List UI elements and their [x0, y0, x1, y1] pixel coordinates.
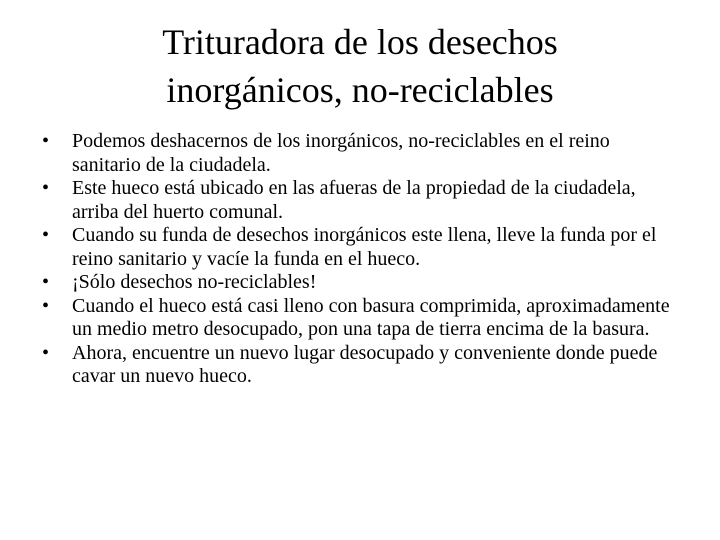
bullet-item-6: [42, 342, 682, 389]
bullet-item-5: [42, 295, 682, 342]
bullet-icon: •: [42, 294, 50, 317]
bullet-icon: •: [42, 130, 50, 152]
bullet-text: Cuando su funda de desechos inorgánicos este llena, lleve la funda por el reino sanitario y vacíe la funda en el hueco.: [72, 224, 657, 270]
bullet-text: Podemos deshacernos de los inorgánicos, no-reciclables en el reino sanitario de la ciudadela.: [72, 130, 610, 176]
bullet-item-2: [42, 177, 682, 224]
slide-title: [0, 18, 720, 114]
bullet-icon: •: [42, 341, 50, 364]
bullet-item-3: [42, 224, 682, 271]
bullet-text: Este hueco está ubicado en las afueras de la propiedad de la ciudadela, arriba del huerto comunal.: [72, 177, 636, 223]
bullet-item-1: [42, 130, 682, 177]
bullet-item-4: [42, 271, 682, 295]
bullet-text: Cuando el hueco está casi lleno con basura comprimida, aproximadamente un medio metro desocupado, pon una tapa de tierra encima de la basura.: [72, 294, 670, 340]
bullet-text: ¡Sólo desechos no-reciclables!: [72, 271, 317, 293]
title-line-1: Trituradora de los desechos: [162, 22, 558, 62]
bullet-list: [42, 130, 682, 389]
bullet-text: Ahora, encuentre un nuevo lugar desocupado y conveniente donde puede cavar un nuevo hueco.: [72, 341, 658, 387]
bullet-icon: •: [42, 224, 50, 246]
bullet-icon: •: [42, 177, 50, 199]
bullet-icon: •: [42, 271, 50, 293]
title-line-2: inorgánicos, no-reciclables: [166, 70, 554, 110]
